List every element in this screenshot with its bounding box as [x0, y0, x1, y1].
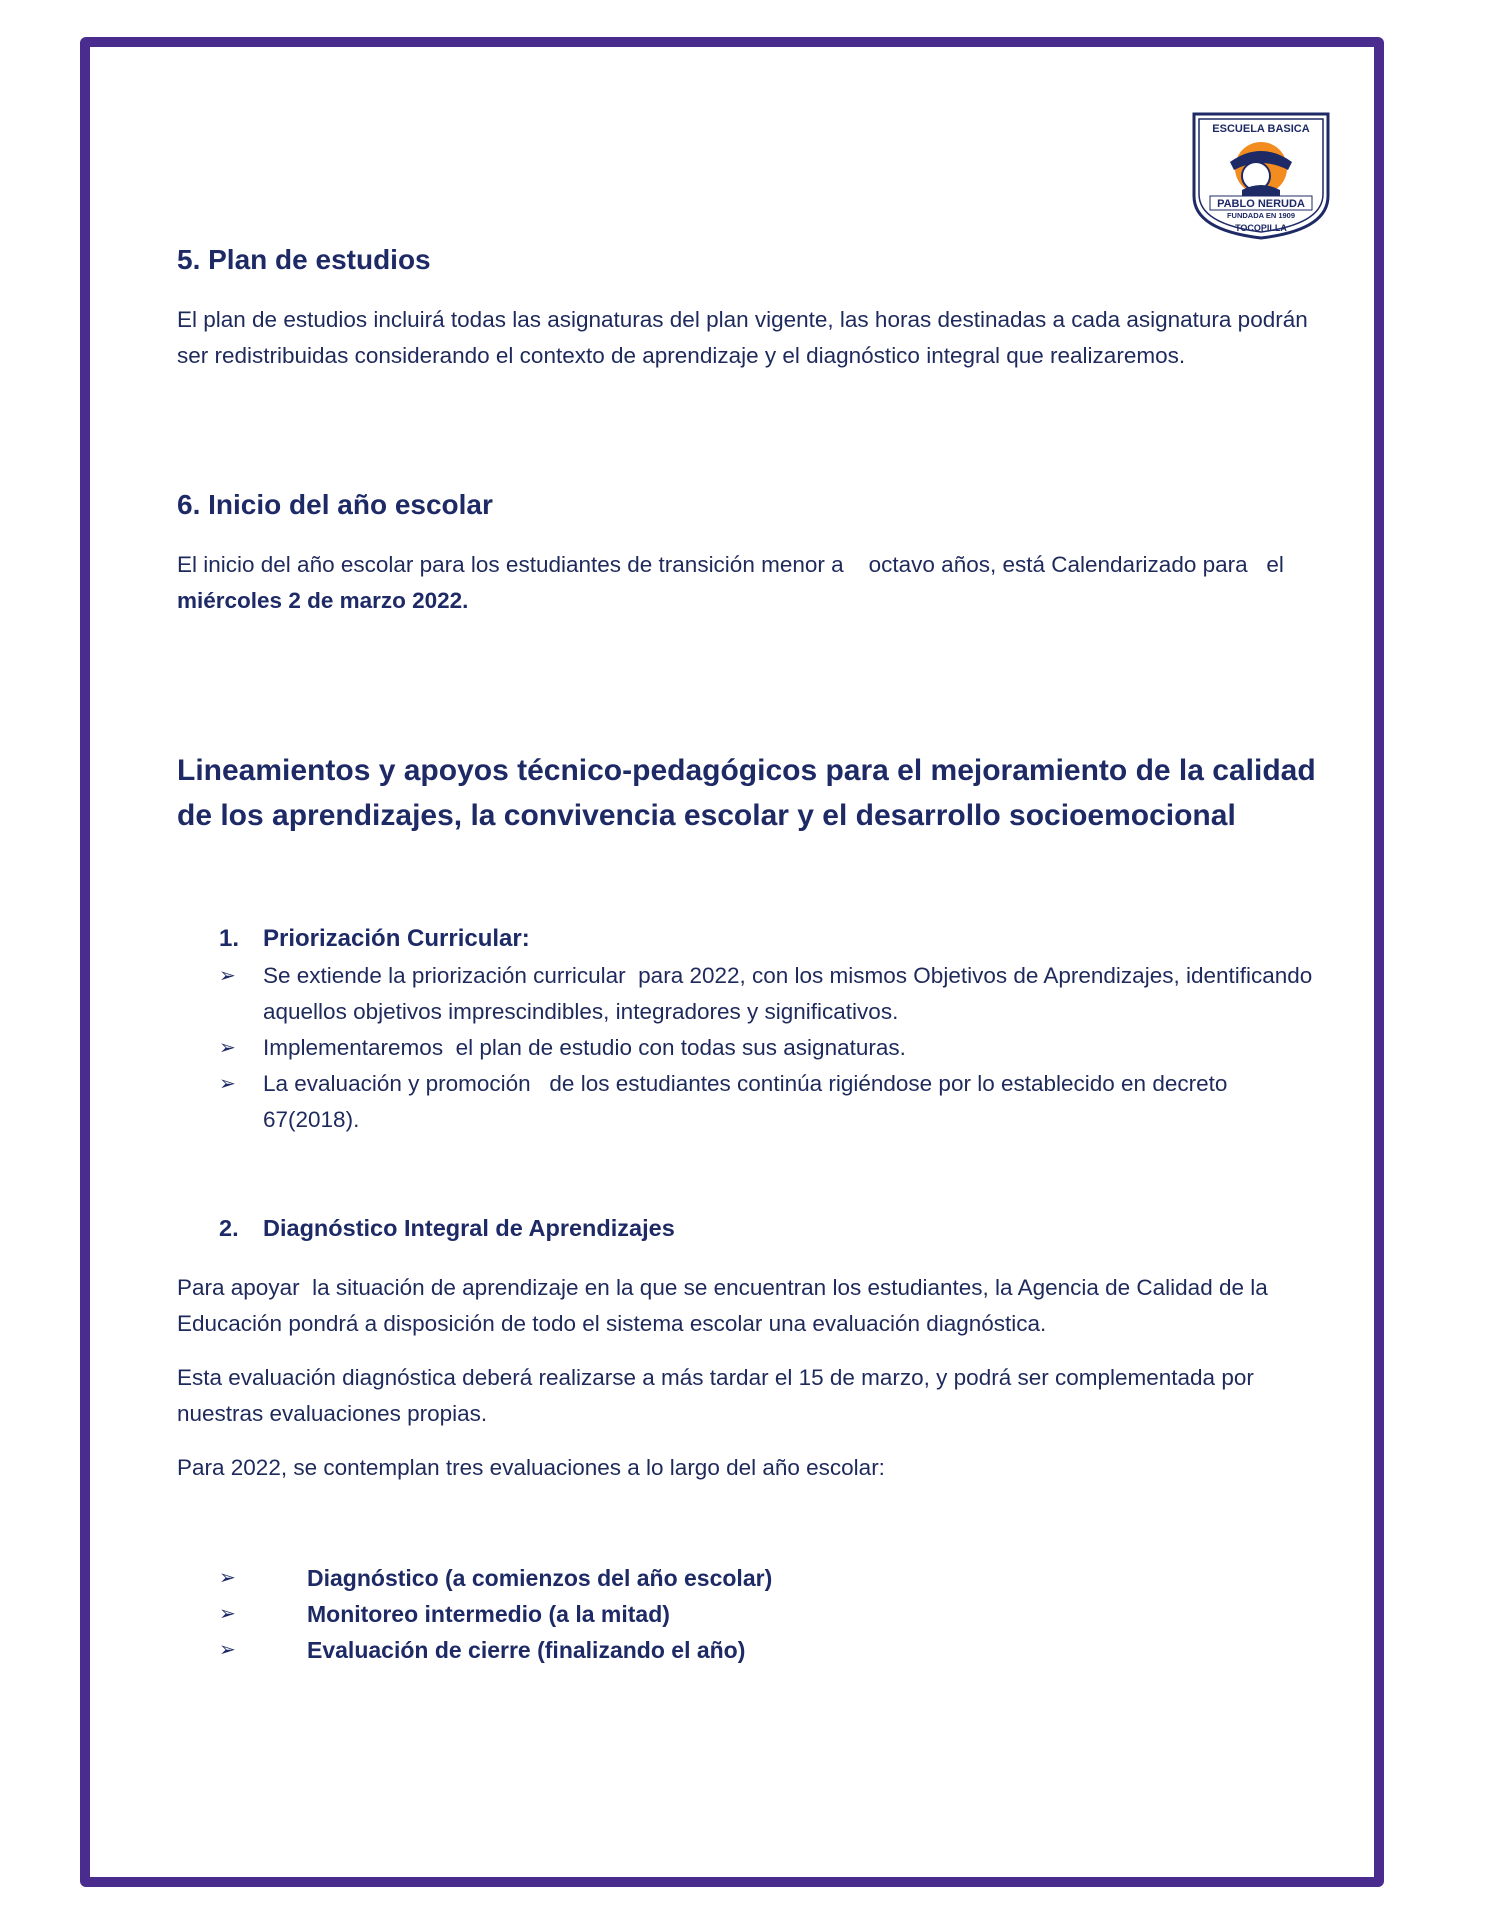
logo-founded: FUNDADA EN 1909: [1226, 211, 1296, 220]
section-6-body-text: El inicio del año escolar para los estudiantes de transición menor a octavo años, está Calendarizado para el: [177, 552, 1291, 577]
logo-school-name: PABLO NERUDA: [1217, 198, 1305, 210]
item-1-number: 1.: [219, 925, 240, 952]
arrow-bullet-icon: ➢: [219, 965, 236, 987]
item-2-title: Diagnóstico Integral de Aprendizajes: [263, 1215, 675, 1241]
item-2-heading: [219, 1215, 675, 1242]
bullet-text: La evaluación y promoción de los estudiantes continúa rigiéndose por lo establecido en decreto 67(2018).: [263, 1071, 1234, 1132]
item-2-paragraph-2: Esta evaluación diagnóstica deberá realizarse a más tardar el 15 de marzo, y podrá ser complementada por nuestras evaluaciones propias.: [177, 1365, 1254, 1426]
item-2-number: 2.: [219, 1215, 239, 1241]
list-item: [219, 958, 1319, 1030]
list-item: [219, 1030, 1319, 1066]
list-item: [219, 1632, 1119, 1668]
arrow-bullet-icon: ➢: [219, 1639, 236, 1661]
item-2-paragraph-1: Para apoyar la situación de aprendizaje en la que se encuentran los estudiantes, la Agencia de Calidad de la Educación pondrá a disposición de todo el sistema escolar una evaluación diagnóstica.: [177, 1275, 1275, 1336]
bullet-text: Implementaremos el plan de estudio con todas sus asignaturas.: [263, 1035, 906, 1060]
item-1-heading: [219, 925, 530, 953]
section-5-title: 5. Plan de estudios: [177, 244, 431, 275]
item-1-title: Priorización Curricular:: [263, 925, 530, 952]
arrow-bullet-icon: ➢: [219, 1603, 236, 1625]
evaluation-text: Monitoreo intermedio (a la mitad): [307, 1601, 670, 1627]
bullet-text: Se extiende la priorización curricular para 2022, con los mismos Objetivos de Aprendizajes, identificando aquellos objetivos imprescindibles, integradores y significativos.: [263, 963, 1319, 1024]
list-item: [219, 1066, 1319, 1138]
arrow-bullet-icon: ➢: [219, 1567, 236, 1589]
list-item: [219, 1596, 1119, 1632]
item-2-paragraph-3: Para 2022, se contemplan tres evaluaciones a lo largo del año escolar:: [177, 1455, 885, 1480]
arrow-bullet-icon: ➢: [219, 1037, 236, 1059]
section-6-body: [177, 547, 1327, 619]
section-5-body: El plan de estudios incluirá todas las asignaturas del plan vigente, las horas destinadas a cada asignatura podrán ser redistribuidas considerando el contexto de aprendizaje y el diagnóstico integral que realizaremos.: [177, 307, 1308, 368]
evaluation-text: Evaluación de cierre (finalizando el año): [307, 1637, 746, 1663]
arrow-bullet-icon: ➢: [219, 1073, 236, 1095]
section-6-start-date: miércoles 2 de marzo 2022.: [177, 588, 469, 613]
evaluations-list: [219, 1560, 1119, 1668]
evaluation-text: Diagnóstico (a comienzos del año escolar): [307, 1565, 773, 1591]
section-6-title: 6. Inicio del año escolar: [177, 489, 493, 520]
item-1-bullet-list: [219, 958, 1319, 1138]
school-crest-logo: [1190, 110, 1332, 242]
logo-city: TOCOPILLA: [1235, 223, 1287, 233]
list-item: [219, 1560, 1119, 1596]
logo-top-text: ESCUELA BASICA: [1212, 123, 1310, 135]
guidelines-heading: Lineamientos y apoyos técnico-pedagógicos para el mejoramiento de la calidad de los aprendizajes, la convivencia escolar y el desarrollo socioemocional: [177, 754, 1316, 832]
